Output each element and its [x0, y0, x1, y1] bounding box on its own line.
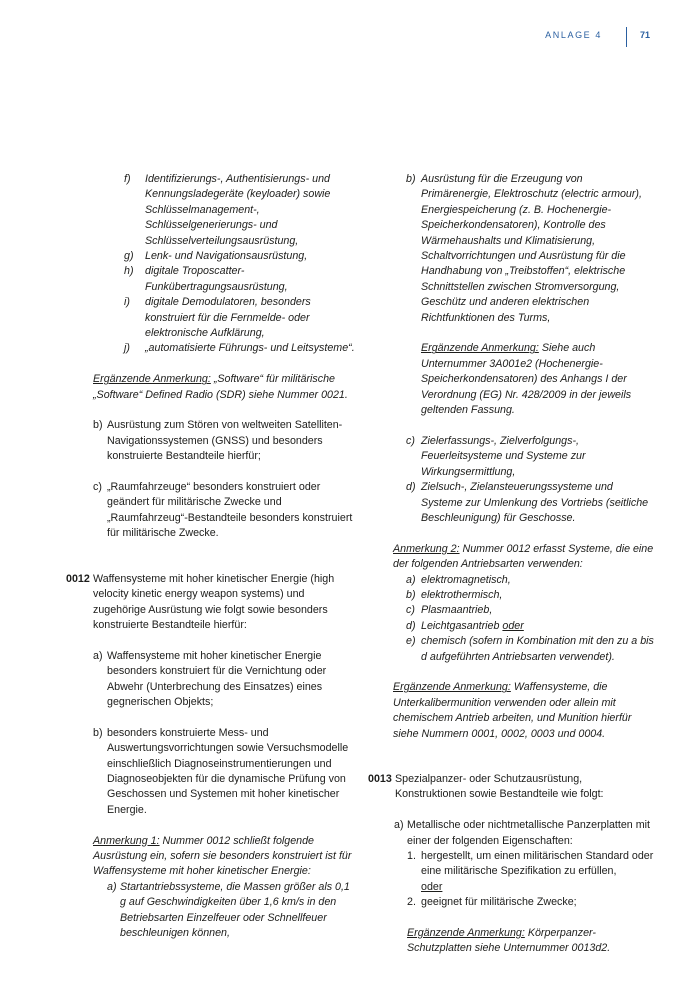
section-number: 0013	[368, 772, 392, 785]
list-marker: f)	[124, 173, 131, 185]
note-label: Ergänzende Anmerkung:	[407, 927, 525, 939]
note-label: Ergänzende Anmerkung:	[93, 373, 211, 386]
note-2	[368, 542, 654, 573]
list-marker: c)	[406, 604, 415, 617]
note-text: „Software“ für militärische „Software“ Defined Radio (SDR) siehe Nummer 0021.	[93, 373, 348, 401]
supplementary-note	[66, 372, 358, 403]
note-text: Nummer 0012 erfasst Systeme, die eine der folgenden Antriebsarten verwenden:	[393, 542, 654, 571]
supplementary-note	[368, 926, 654, 957]
list-item-c	[66, 480, 358, 542]
list-marker: i)	[124, 296, 130, 309]
list-text: Waffensysteme mit hoher kinetischer Energie besonders konstruiert für die Vernichtung oder Abwehr (Unterbrechung des Einsatzes) eines gegnerischen Objekts;	[107, 649, 327, 708]
list-item-a	[368, 818, 654, 849]
numbered-item-2	[368, 895, 654, 910]
list-marker: b)	[406, 588, 416, 601]
list-text: Plasmaantrieb,	[421, 604, 493, 617]
left-column	[66, 172, 358, 941]
list-item-a	[66, 649, 358, 711]
section-0013	[368, 772, 654, 803]
list-text: besonders konstruierte Mess- und Auswertungsvorrichtungen sowie Versuchsmodelle einschließlich Diagnoseinstrumentierungen und Diagnoseobjekten für die dynamische Prüfung von Geschossen und Systemen mit hoher kinetischer Energie.	[107, 726, 349, 816]
list-text: digitale Demodulatoren, besonders konstruiert für die Fernmelde- oder elektronische Aufklärung,	[145, 296, 311, 340]
list-marker: c)	[93, 481, 102, 494]
list-text: geeignet für militärische Zwecke;	[421, 896, 577, 909]
list-item-b	[368, 172, 654, 326]
list-text: digitale Troposcatter-Funkübertragungsausrüstung,	[145, 265, 288, 293]
list-marker: d)	[406, 481, 416, 494]
list-marker: a)	[406, 573, 416, 586]
list-text: Zielsuch-, Zielansteuerungssysteme und Systeme zur Umlenkung des Vortriebs (seitliche Beschleunigung) für Geschosse.	[421, 481, 649, 524]
list-marker: g)	[124, 250, 134, 263]
list-marker: 1.	[407, 849, 416, 862]
note-label: Anmerkung 1:	[93, 834, 160, 847]
right-column	[368, 172, 654, 957]
note-text: Körperpanzer-Schutzplatten siehe Unternummer 0013d2.	[407, 927, 611, 955]
list-item-j	[66, 341, 358, 356]
list-text: chemisch (sofern in Kombination mit den zu a bis d aufgeführten Antriebsarten verwendet).	[421, 635, 654, 663]
list-item-b	[66, 418, 358, 464]
note-list-item-d	[368, 619, 654, 634]
section-text: Spezialpanzer- oder Schutzausrüstung, Konstruktionen sowie Bestandteile wie folgt:	[395, 772, 604, 801]
annex-label: ANLAGE 4	[545, 30, 602, 40]
list-item-d	[368, 480, 654, 526]
note-list-item-b	[368, 588, 654, 603]
note-label: Anmerkung 2:	[393, 542, 460, 555]
note-text: Nummer 0012 schließt folgende Ausrüstung ein, sofern sie besonders konstruiert ist für Waffensysteme mit hoher kinetischer Energie:	[93, 834, 352, 878]
list-text: Zielerfassungs-, Zielverfolgungs-, Feuerleitsysteme und Systeme zur Wirkungsermittlung,	[421, 434, 586, 478]
conjunction-oder: oder	[502, 619, 524, 632]
header-divider	[626, 27, 627, 47]
list-marker: c)	[406, 434, 415, 447]
list-text: „automatisierte Führungs- und Leitsysteme“.	[145, 342, 355, 355]
list-marker: d)	[406, 619, 416, 632]
list-item-g	[66, 249, 358, 264]
list-text: Identifizierungs-, Authentisierungs- und Kennungsladegeräte (keyloader) sowie Schlüsselmanagement-, Schlüsselgenerierungs- und Schlüsselverteilungsausrüstung,	[145, 173, 331, 247]
note-list-item-e	[368, 634, 654, 665]
page-header	[0, 27, 700, 49]
note-text: Siehe auch Unternummer 3A001e2 (Hochenergie-Speicherkondensatoren) des Anhangs I der Verordnung (EG) Nr. 428/2009 in der jeweils geltenden Fassung.	[421, 342, 632, 417]
list-text: hergestellt, um einen militärischen Standard oder eine militärische Spezifikation zu erfüllen,	[421, 849, 654, 878]
list-text: Leichtgasantrieb	[421, 619, 503, 632]
list-marker: a)	[394, 819, 404, 832]
list-text: Metallische oder nichtmetallische Panzerplatten mit einer der folgenden Eigenschaften:	[407, 819, 650, 847]
conjunction-oder: oder	[421, 880, 443, 893]
note-label: Ergänzende Anmerkung:	[393, 681, 511, 694]
list-text: Lenk- und Navigationsausrüstung,	[145, 250, 308, 263]
list-item-c	[368, 434, 654, 480]
note-text: Waffensysteme, die Unterkalibermunition verwenden oder allein mit chemischem Antrieb arbeiten, und Munition hierfür siehe Nummern 0001, 0002, 0003 und 0004.	[393, 681, 632, 740]
list-item-b	[66, 726, 358, 818]
list-text: „Raumfahrzeuge“ besonders konstruiert oder geändert für militärische Zwecke und „Raumfahrzeug“-Bestandteile besonders konstruiert für militärische Zwecke.	[107, 481, 353, 540]
section-text: Waffensysteme mit hoher kinetischer Energie (high velocity kinetic energy weapon systems) und zugehörige Ausrüstung wie folgt sowie besonders konstruierte Bestandteile hierfür:	[93, 572, 335, 631]
note-list-item-c	[368, 603, 654, 618]
list-item-i	[66, 295, 358, 341]
list-text: Startantriebssysteme, die Massen größer als 0,1 g auf Geschwindigkeiten über 1,6 km/s in den Betriebsarten Einzelfeuer oder Schnellfeuer beschleunigen können,	[120, 880, 350, 939]
list-marker: a)	[93, 649, 103, 662]
list-marker: b)	[406, 173, 416, 185]
list-marker: b)	[93, 419, 103, 432]
section-0012	[66, 572, 358, 634]
list-marker: h)	[124, 265, 134, 278]
page-number: 71	[640, 30, 651, 40]
supplementary-note	[368, 680, 654, 742]
list-text: Ausrüstung zum Stören von weltweiten Satelliten-Navigationssystemen (GNSS) und besonders konstruierte Bestandteile hierfür;	[107, 419, 343, 463]
note-label: Ergänzende Anmerkung:	[421, 342, 539, 355]
list-text: elektrothermisch,	[421, 588, 503, 601]
note-list-item-a	[66, 880, 358, 942]
list-marker: e)	[406, 635, 416, 648]
supplementary-note	[368, 341, 654, 418]
note-list-item-a	[368, 573, 654, 588]
conjunction-line	[368, 880, 654, 895]
list-marker: 2.	[407, 896, 416, 909]
note-1	[66, 834, 358, 880]
list-item-h	[66, 264, 358, 295]
list-marker: b)	[93, 726, 103, 739]
list-item-f	[66, 172, 358, 249]
list-text: elektromagnetisch,	[421, 573, 511, 586]
list-text: Ausrüstung für die Erzeugung von Primärenergie, Elektroschutz (electric armour), Energiespeicherung (z. B. Hochenergie-Speicherkondensatoren), Kontrolle des Wärmehaushalts und Klimatisierung, Schaltvorrichtungen und Ausrüstung für die Handhabung von „Treibstoffen“, elektrische Schnittstellen zwischen Stromversorgung, Geschütz und anderen elektrischen Richtfunktionen des Turms,	[421, 173, 642, 324]
list-marker: a)	[107, 880, 117, 893]
section-number: 0012	[66, 572, 90, 585]
numbered-item-1	[368, 849, 654, 880]
list-marker: j)	[124, 342, 130, 355]
